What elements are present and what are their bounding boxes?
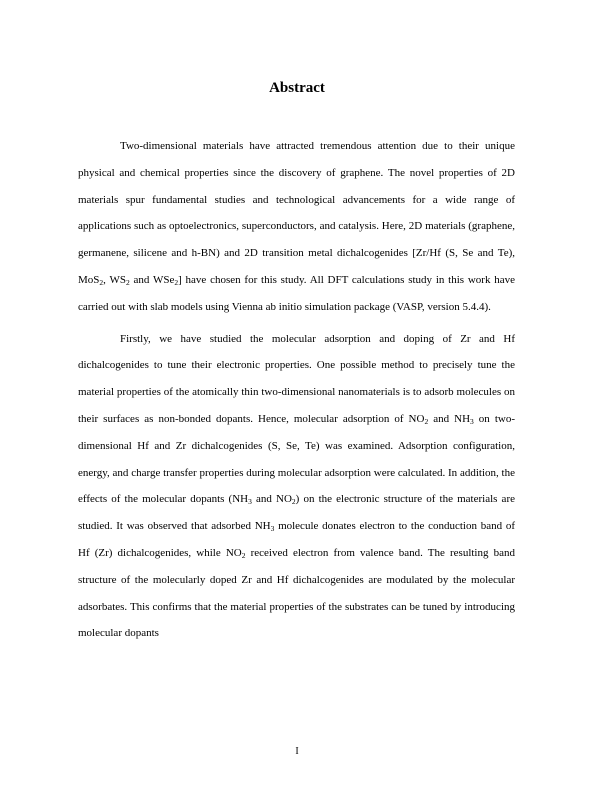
paragraph-1 [78,133,515,321]
subscript: 2 [424,416,429,426]
subscript: 3 [270,524,275,534]
abstract-body [78,133,515,647]
page-title: Abstract [269,80,325,96]
text-run: received electron from valence band. The resulting band structure of the molecularly doped Zr and Hf dichalcogenides are modulated by the molecular adsorbates. This confirms that the material properties of the substrates can be tuned by introducing molecular dopants [78,546,515,640]
text-run: and NH [428,412,471,425]
subscript: 2 [125,277,130,287]
text-run: and NO [251,493,292,506]
subscript: 2 [174,277,179,287]
paragraph-2 [78,326,515,648]
subscript: 2 [291,497,296,507]
text-run: ) on the electronic structure of the materials are studied. It was observed that adsorbed NH [78,493,515,533]
text-run: and WSe [129,273,175,286]
subscript: 3 [248,497,252,507]
text-run: Firstly, we have studied the molecular adsorption and doping of Zr and Hf dichalcogenides to tune their electronic properties. One possible method to precisely tune the material properties of the atomically thin two-dimensional nanomaterials is to adsorb molecules on their surfaces as non-bonded dopants. Hence, molecular adsorption of NO [78,332,515,425]
subscript: 2 [241,550,246,560]
subscript: 3 [470,416,474,426]
text-run: on two-dimensional Hf and Zr dichalcogenides (S, Se, Te) was examined. Adsorption configuration, energy, and charge transfer properties during molecular adsorption were calculated. In addition, the effects of the molecular dopants (NH [78,412,515,506]
subscript: 2 [99,277,104,287]
text-run: ] have chosen for this study. All DFT calculations study in this work have carried out with slab models using Vienna ab initio simulation package (VASP, version 5.4.4). [78,273,515,313]
text-run: , WS [103,273,126,286]
text-run: molecule donates electron to the conduction band of Hf (Zr) dichalcogenides, while NO [78,520,515,559]
page-number: I [295,746,299,757]
text-run: Two-dimensional materials have attracted tremendous attention due to their unique physical and chemical properties since the discovery of graphene. The novel properties of 2D materials spur fundamental studies and technological advancements for a wide range of applications such as optoelectronics, superconductors, and catalysis. Here, 2D materials (graphene, germanene, silicene and h-BN) and 2D transition metal dichalcogenides [Zr/Hf (S, Se and Te), MoS [78,140,515,286]
